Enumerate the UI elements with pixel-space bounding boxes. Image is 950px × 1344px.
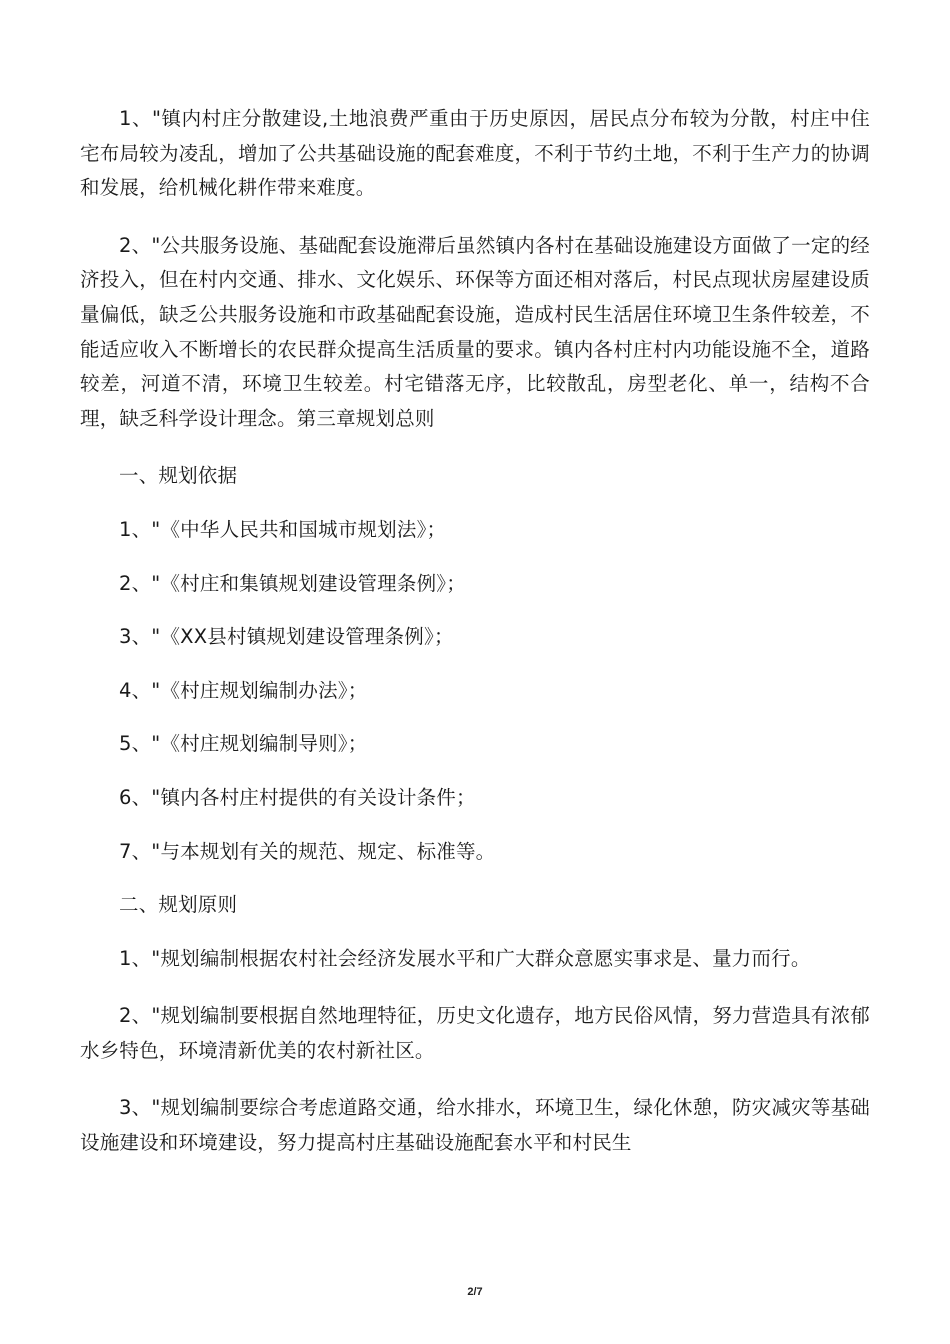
list-item-basis-1: 1、"《中华人民共和国城市规划法》； — [119, 517, 447, 541]
list-item-basis-2: 2、"《村庄和集镇规划建设管理条例》； — [119, 571, 466, 595]
list-item-basis-3: 3、"《XX县村镇规划建设管理条例》； — [119, 625, 454, 649]
list-item-basis-5: 5、"《村庄规划编制导则》； — [119, 732, 368, 756]
list-item-principle-2: 2、"规划编制要根据自然地理特征，历史文化遗存，地方民俗风情，努力营造具有浓郁水乡特色，环境清新优美的农村新社区。 — [80, 1004, 870, 1062]
list-item-principle-3: 3、"规划编制要综合考虑道路交通，给水排水，环境卫生，绿化休憩，防灾减灾等基础设施建设和环境建设，努力提高村庄基础设施配套水平和村民生 — [80, 1096, 870, 1155]
page-number: 2/7 — [467, 1286, 483, 1298]
paragraph-public-services: 2、"公共服务设施、基础配套设施滞后虽然镇内各村在基础设施建设方面做了一定的经济投入，但在村内交通、排水、文化娱乐、环保等方面还相对落后，村民点现状房屋建设质量偏低，缺乏公共服务设施和市政基础配套设施，造成村民生活居住环境卫生条件较差，不能适应收入不断增长的农民群众提高生活质量的要求。镇内各村庄村内功能设施不全，道路较差，河道不清，环境卫生较差。村宅错落无序，比较散乱，房型老化、单一，结构不合理，缺乏科学设计理念。第三章规划总则 — [80, 233, 870, 430]
list-item-basis-7: 7、"与本规划有关的规范、规定、标准等。 — [119, 839, 496, 863]
list-item-basis-6: 6、"镇内各村庄村提供的有关设计条件； — [119, 785, 476, 809]
paragraph-scattered-construction: 1、"镇内村庄分散建设,土地浪费严重由于历史原因，居民点分布较为分散，村庄中住宅布局较为凌乱，增加了公共基础设施的配套难度，不利于节约土地，不利于生产力的协调和发展，给机械化耕作带来难度。 — [80, 107, 870, 200]
document-body — [80, 102, 870, 1184]
section-heading-planning-basis: 一、规划依据 — [119, 464, 238, 488]
list-item-principle-1: 1、"规划编制根据农村社会经济发展水平和广大群众意愿实事求是、量力而行。 — [119, 946, 811, 970]
list-item-basis-4: 4、"《村庄规划编制办法》； — [119, 678, 368, 702]
section-heading-planning-principles: 二、规划原则 — [119, 893, 238, 917]
